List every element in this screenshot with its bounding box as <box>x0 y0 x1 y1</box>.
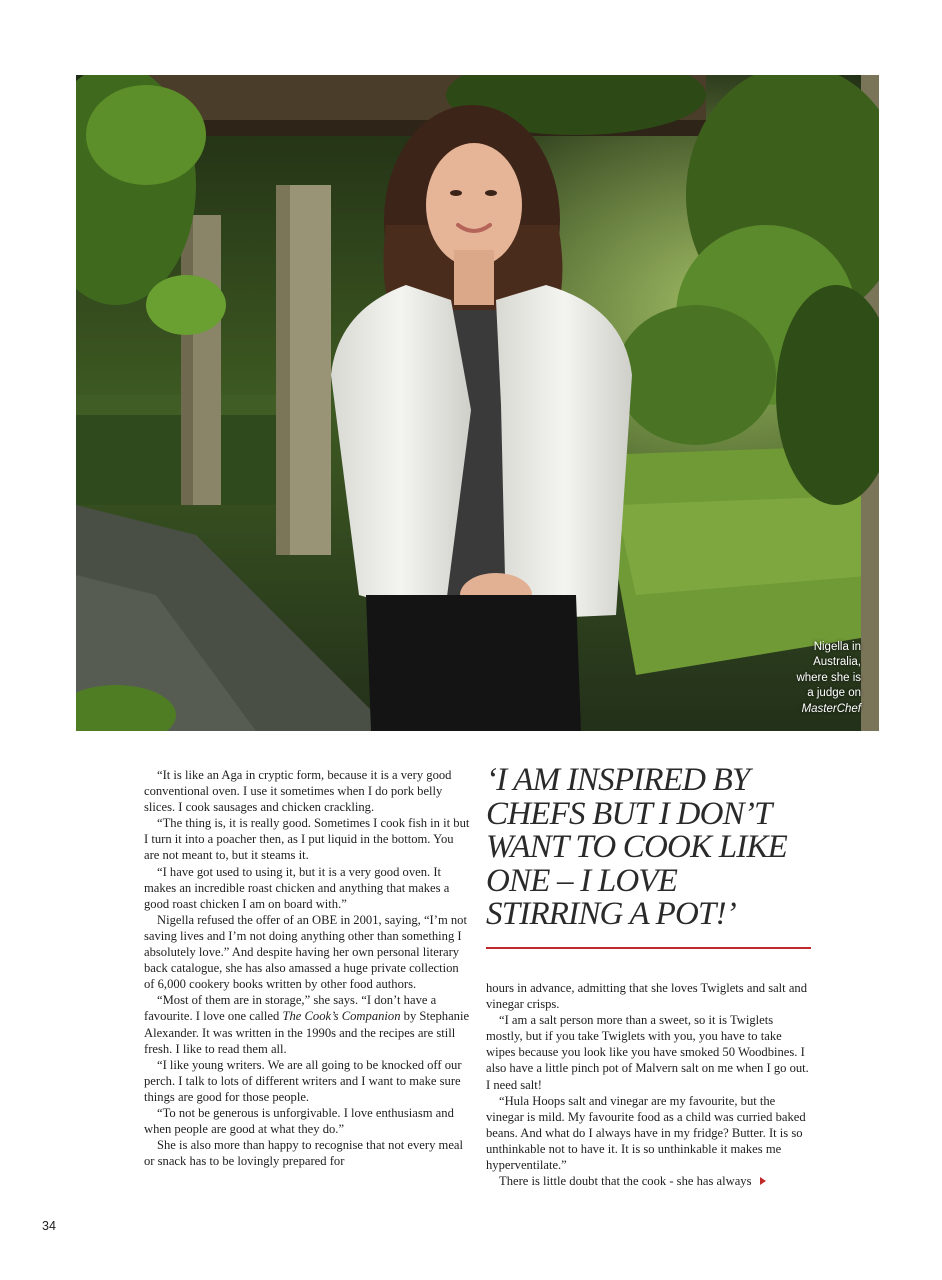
page-number: 34 <box>42 1219 56 1233</box>
book-title: The Cook’s Companion <box>282 1009 401 1024</box>
garden-portrait-illustration <box>76 75 879 731</box>
body-paragraph: “I am a salt person more than a sweet, so it is Twiglets mostly, but if you take Twiglets with you, you have to take wipes because you look like you have smoked 50 Woodbines. I also have a little pinch pot of Malvern salt on me when I go out. I need salt! <box>486 1013 809 1092</box>
body-paragraph: “It is like an Aga in cryptic form, because it is a very good conventional oven. I use it sometimes when I do pork belly slices. I cook sausages and chicken crackling. <box>144 768 452 815</box>
photo-caption <box>751 640 861 718</box>
body-paragraph: “The thing is, it is really good. Sometimes I cook fish in it but I turn it into a poacher then, as I put liquid in the bottom. You are not meant to, but it steams it. <box>144 816 470 863</box>
caption-line: where she is <box>796 671 861 684</box>
triangle-right-icon <box>760 1177 766 1185</box>
body-paragraph: She is also more than happy to recognise that not every meal or snack has to be lovingly prepared for <box>144 1138 464 1169</box>
body-paragraph: “To not be generous is unforgivable. I love enthusiasm and when people are good at what they do.” <box>144 1105 454 1137</box>
body-paragraph-continuation: hours in advance, admitting that she loves Twiglets and salt and vinegar crisps. <box>486 981 808 1012</box>
pull-quote-rule <box>486 947 811 949</box>
body-paragraph: Nigella refused the offer of an OBE in 2001, saying, “I’m not saving lives and I’m not doing anything other than something I absolutely love.” And despite having her own personal literary back catalogue, she has also amassed a huge private collection of 6,000 cookery books written by other food authors. <box>144 912 467 992</box>
caption-line: Nigella in <box>813 640 861 653</box>
body-column-left <box>144 767 470 1169</box>
feature-photo <box>76 75 879 731</box>
caption-show-title: MasterChef <box>801 702 861 715</box>
caption-line: Australia, <box>813 656 861 668</box>
body-paragraph: “Hula Hoops salt and vinegar are my favourite, but the vinegar is mild. My favourite food as a child was curried baked beans. And what do I always have in my fridge? Butter. It is so unthinkable not to have it. It is so unthinkable it makes me hyperventilate.” <box>486 1093 806 1173</box>
pull-quote: ‘I AM INSPIRED BY CHEFS BUT I DON’T WANT TO COOK LIKE ONE – I LOVE STIRRING A POT!’ <box>486 762 788 932</box>
body-paragraph-last: There is little doubt that the cook - she has always <box>486 1173 812 1189</box>
body-column-right <box>486 980 812 1189</box>
caption-line: a judge on <box>807 687 861 699</box>
body-paragraph-book-mention: “Most of them are in storage,” she says. “I don’t have a favourite. I love one called The Cook’s Companion by Stephanie Alexander. It was written in the 1990s and the recipes are still fresh. I like to read them all. <box>144 993 470 1056</box>
body-paragraph: “I like young writers. We are all going to be knocked off our perch. I talk to lots of different writers and I want to make sure things are good for those people. <box>144 1057 462 1104</box>
body-paragraph: “I have got used to using it, but it is a very good oven. It makes an incredible roast chicken and anything that makes a good roast chicken I am on board with.” <box>144 864 450 911</box>
